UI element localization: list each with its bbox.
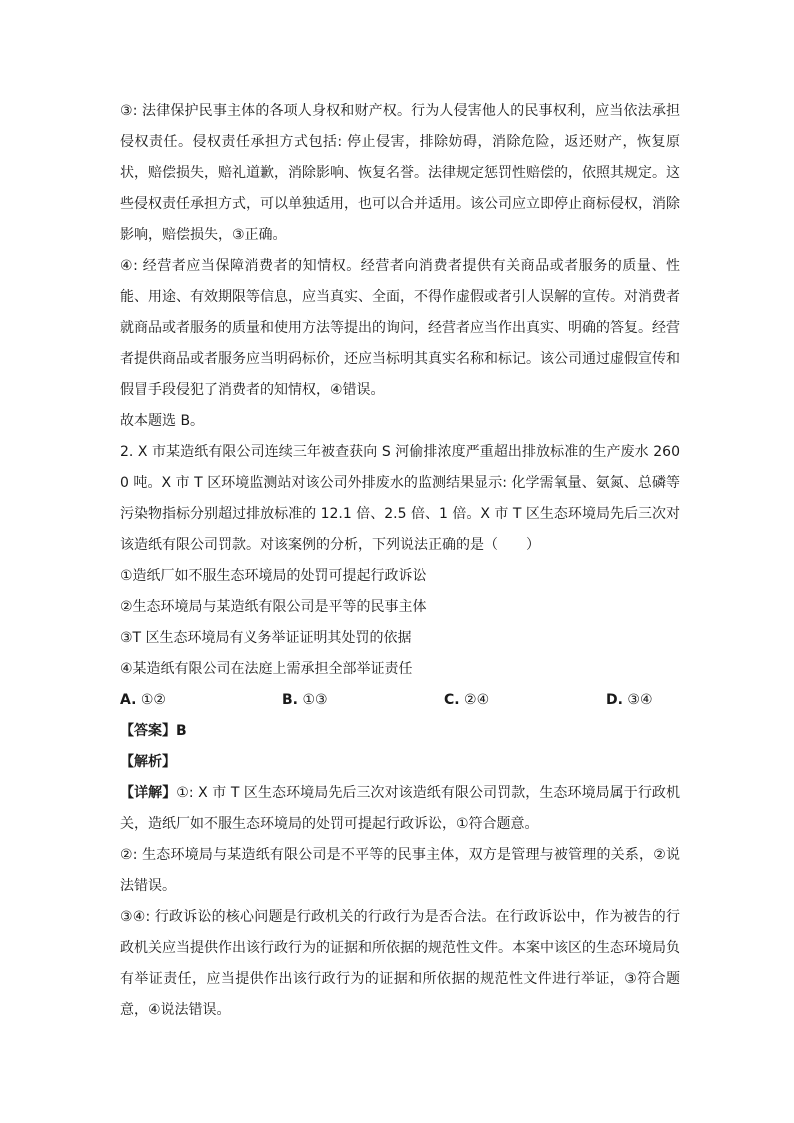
document-page: [120, 96, 680, 1026]
detail-point-3-4: ③④: 行政诉讼的核心问题是行政机关的行政行为是否合法。在行政诉讼中，作为被告的行政机关应当提供作出该行政行为的证据和所依据的规范性文件。本案中该区的生态环境局负有举证责任，应当提供作出该行政行为的证据和所依据的规范性文件进行举证，③符合题意，④说法错误。: [120, 909, 680, 1018]
detail-tag: 【详解】: [120, 785, 177, 801]
option-a-label: A.: [120, 692, 137, 708]
detail-point-2: ②: 生态环境局与某造纸有限公司是不平等的民事主体，双方是管理与被管理的关系，②说法错误。: [120, 847, 680, 894]
statement-1: ①造纸厂如不服生态环境局的处罚可提起行政诉讼: [120, 568, 427, 584]
option-c-label: C.: [444, 692, 460, 708]
option-c-value: ②④: [464, 692, 490, 708]
analysis-point-3: ③: 法律保护民事主体的各项人身权和财产权。行为人侵害他人的民事权利，应当依法承担侵权责任。侵权责任承担方式包括: 停止侵害，排除妨碍，消除危险，返还财产，恢复原状，赔偿损失，赔礼道歉，消除影响、恢复名誉。法律规定惩罚性赔偿的，依照其规定。这些侵权责任承担方式，可以单独适用，也可以合并适用。该公司应立即停止商标侵权，消除影响，赔偿损失，③正确。: [120, 103, 680, 243]
analysis-point-4: ④: 经营者应当保障消费者的知情权。经营者向消费者提供有关商品或者服务的质量、性能、用途、有效期限等信息，应当真实、全面，不得作虚假或者引人误解的宣传。对消费者就商品或者服务的质量和使用方法等提出的询问，经营者应当作出真实、明确的答复。经营者提供商品或者服务应当明码标价，还应当标明其真实名称和标记。该公司通过虚假宣传和假冒手段侵犯了消费者的知情权，④错误。: [120, 258, 680, 398]
option-d-value: ③④: [627, 692, 653, 708]
question-2-stem: 2. X 市某造纸有限公司连续三年被查获向 S 河偷排浓度严重超出排放标准的生产废水 2600 吨。X 市 T 区环境监测站对该公司外排废水的监测结果显示: 化学需氧量、氨氮、总磷等污染物指标分别超过排放标准的 12.1 倍、2.5 倍、1 倍。X 市 T 区生态环境局先后三次对该造纸有限公司罚款。对该案例的分析，下列说法正确的是（ ）: [120, 444, 680, 553]
statement-3: ③T 区生态环境局有义务举证证明其处罚的依据: [120, 630, 412, 646]
option-d-label: D.: [606, 692, 623, 708]
detail-point-1: [120, 778, 680, 840]
option-b-label: B.: [282, 692, 298, 708]
answer-value: B: [176, 723, 187, 739]
analysis-heading: [120, 747, 680, 778]
statement-4: ④某造纸有限公司在法庭上需承担全部举证责任: [120, 661, 413, 677]
detail-point-1-text: ①: X 市 T 区生态环境局先后三次对该造纸有限公司罚款，生态环境局属于行政机关，造纸厂如不服生态环境局的处罚可提起行政诉讼，①符合题意。: [120, 785, 680, 832]
answer-tag: 【答案】: [120, 723, 176, 739]
option-d: [606, 685, 653, 716]
option-b-value: ①③: [302, 692, 328, 708]
answer-line: [120, 716, 680, 747]
answer-options: [120, 685, 680, 716]
option-b: [282, 685, 444, 716]
option-a: [120, 685, 282, 716]
statement-2: ②生态环境局与某造纸有限公司是平等的民事主体: [120, 599, 427, 615]
option-c: [444, 685, 606, 716]
option-a-value: ①②: [140, 692, 166, 708]
conclusion-line: 故本题选 B。: [120, 413, 205, 429]
analysis-tag: 【解析】: [120, 754, 176, 770]
